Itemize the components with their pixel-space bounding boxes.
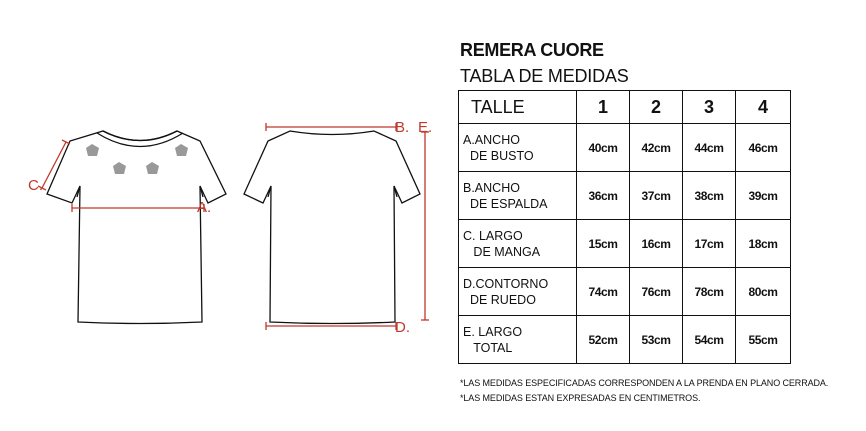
header-talle: TALLE bbox=[459, 91, 577, 124]
table-cell: 16cm bbox=[630, 220, 683, 268]
table-cell: 46cm bbox=[736, 124, 791, 172]
table-row bbox=[459, 172, 791, 220]
header-size-4: 4 bbox=[736, 91, 791, 124]
table-row bbox=[459, 124, 791, 172]
table-header-row bbox=[459, 91, 791, 124]
shirt-front-drawing bbox=[47, 131, 226, 324]
table-cell: 15cm bbox=[577, 220, 630, 268]
table-subtitle: TABLA DE MEDIDAS bbox=[460, 66, 629, 86]
measure-label-d: D. bbox=[395, 319, 410, 336]
table-cell: 39cm bbox=[736, 172, 791, 220]
row-label: D.CONTORNO DE RUEDO bbox=[459, 268, 577, 316]
footnote-measures-cm: *LAS MEDIDAS ESTAN EXPRESADAS EN CENTIMETROS. bbox=[460, 393, 701, 403]
measure-label-a: A. bbox=[197, 199, 212, 216]
table-cell: 17cm bbox=[683, 220, 736, 268]
header-size-1: 1 bbox=[577, 91, 630, 124]
row-label: A.ANCHO DE BUSTO bbox=[459, 124, 577, 172]
table-cell: 37cm bbox=[630, 172, 683, 220]
table-cell: 18cm bbox=[736, 220, 791, 268]
measure-label-c: C. bbox=[28, 177, 43, 194]
row-label: B.ANCHO DE ESPALDA bbox=[459, 172, 577, 220]
footnote-measures-flat: *LAS MEDIDAS ESPECIFICADAS CORRESPONDEN A LA PRENDA EN PLANO CERRADA. bbox=[460, 378, 829, 388]
header-size-3: 3 bbox=[683, 91, 736, 124]
table-cell: 80cm bbox=[736, 268, 791, 316]
measure-label-b: B. bbox=[395, 119, 410, 136]
table-cell: 40cm bbox=[577, 124, 630, 172]
table-cell: 53cm bbox=[630, 316, 683, 364]
table-cell: 55cm bbox=[736, 316, 791, 364]
shirt-back-drawing bbox=[244, 131, 420, 324]
table-cell: 38cm bbox=[683, 172, 736, 220]
table-cell: 54cm bbox=[683, 316, 736, 364]
header-size-2: 2 bbox=[630, 91, 683, 124]
row-label: C. LARGO DE MANGA bbox=[459, 220, 577, 268]
table-row bbox=[459, 268, 791, 316]
table-cell: 76cm bbox=[630, 268, 683, 316]
measure-label-e: E. bbox=[418, 119, 433, 136]
table-cell: 44cm bbox=[683, 124, 736, 172]
table-cell: 36cm bbox=[577, 172, 630, 220]
table-cell: 74cm bbox=[577, 268, 630, 316]
table-row bbox=[459, 220, 791, 268]
table-row bbox=[459, 316, 791, 364]
row-label: E. LARGO TOTAL bbox=[459, 316, 577, 364]
table-cell: 42cm bbox=[630, 124, 683, 172]
size-chart-table bbox=[458, 90, 791, 364]
table-cell: 78cm bbox=[683, 268, 736, 316]
product-title: REMERA CUORE bbox=[460, 40, 604, 60]
table-cell: 52cm bbox=[577, 316, 630, 364]
